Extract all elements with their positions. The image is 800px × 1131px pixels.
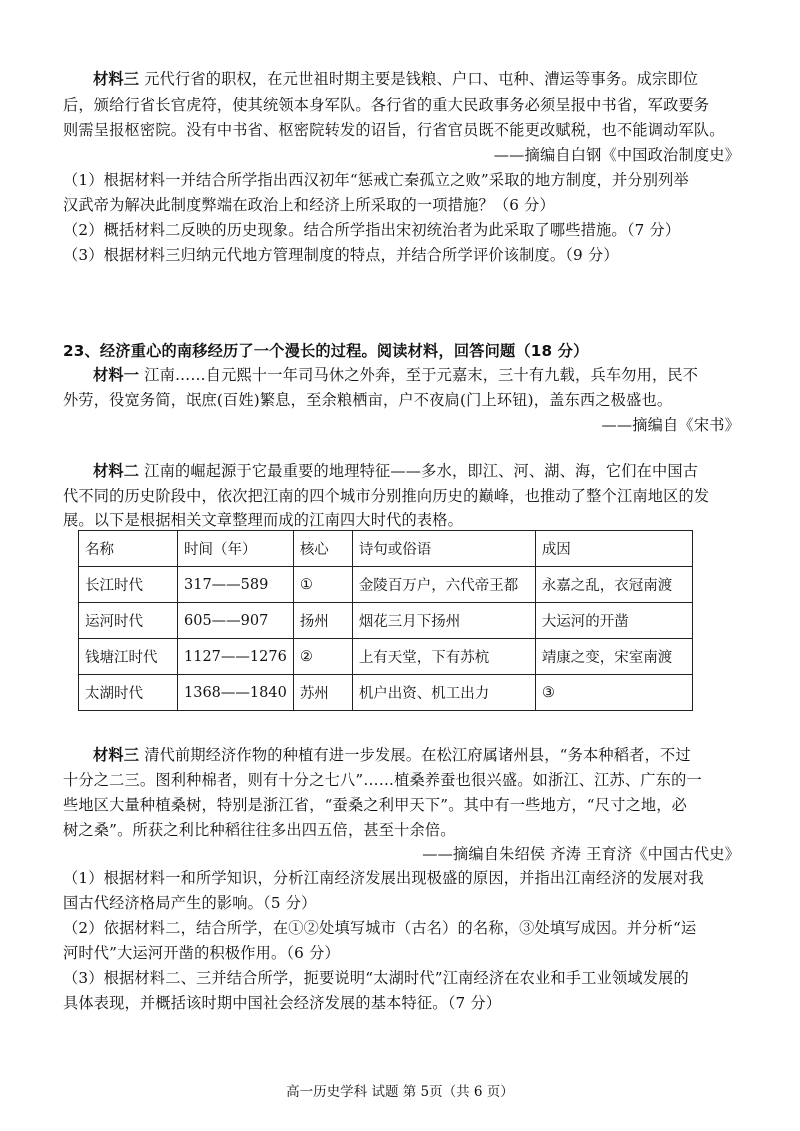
table-cell: ① — [293, 567, 352, 603]
q23-material-1-source: ——摘编自《宋书》 — [601, 416, 740, 434]
table-row — [79, 567, 693, 603]
q22-text-line: （3）根据材料三归纳元代地方管理制度的特点，并结合所学评价该制度。（9 分） — [63, 246, 619, 264]
q23-question-line: 河时代”大运河开凿的积极作用。（6 分） — [63, 944, 340, 962]
material-3-yuan-source: ——摘编自白钢《中国政治制度史》 — [493, 146, 740, 164]
q23-material-1-line-2: 外劳，役宽务简，氓庶(百姓)繁息，至余粮栖亩，户不夜扃(门上环钮)，盖东西之极盛也。 — [63, 391, 673, 409]
page-footer: 高一历史学科 试题 第 5页（共 6 页） — [286, 1084, 514, 1100]
q23-material-3-line-3: 些地区大量种植桑树，特别是浙江省，“蚕桑之利甲天下”。其中有一些地方，“尺寸之地，必 — [63, 796, 688, 814]
q23-question-line: 国古代经济格局产生的影响。（5 分） — [63, 894, 317, 912]
material-label: 材料二 — [93, 462, 140, 480]
q23-question-line: 具体表现，并概括该时期中国社会经济发展的基本特征。（7 分） — [63, 994, 502, 1012]
table-header-cell: 成因 — [535, 531, 692, 567]
material-3-yuan-line-3: 则需呈报枢密院。没有中书省、枢密院转发的诏旨，行省官员既不能更改赋税，也不能调动军队。 — [63, 121, 725, 139]
table-cell: ③ — [535, 675, 692, 711]
table-cell: 烟花三月下扬州 — [352, 603, 535, 639]
q23-question-line: （1）根据材料一和所学知识，分析江南经济发展出现极盛的原因，并指出江南经济的发展对我 — [63, 869, 704, 887]
q23-question-line: （2）依据材料二，结合所学，在①②处填写城市（古名）的名称，③处填写成因。并分析“运 — [63, 919, 697, 937]
q23-material-3-source: ——摘编自朱绍侯 齐涛 王育济《中国古代史》 — [422, 845, 740, 863]
table-header-cell: 名称 — [79, 531, 178, 567]
q23-material-2-line-1: 材料二 江南的崛起源于它最重要的地理特征——多水，即江、河、湖、海，它们在中国古 — [93, 462, 699, 480]
q22-text-line: （2）概括材料二反映的历史现象。结合所学指出宋初统治者为此采取了哪些措施。（7 分） — [63, 221, 681, 239]
material-label: 材料一 — [93, 366, 140, 384]
table-cell: ② — [293, 639, 352, 675]
table-cell: 长江时代 — [79, 567, 178, 603]
table-cell: 大运河的开凿 — [535, 603, 692, 639]
table-cell: 靖康之变，宋室南渡 — [535, 639, 692, 675]
q23-material-3-line-1: 材料三 清代前期经济作物的种植有进一步发展。在松江府属诸州县，“务本种稻者，不过 — [93, 746, 691, 764]
table-cell: 机户出资、机工出力 — [352, 675, 535, 711]
table-cell: 金陵百万户，六代帝王都 — [352, 567, 535, 603]
q23-material-3-line-4: 树之桑”。所获之利比种稻往往多出四五倍，甚至十余倍。 — [63, 821, 456, 839]
table-cell: 扬州 — [293, 603, 352, 639]
table-row — [79, 675, 693, 711]
table-cell: 1368——1840 — [178, 675, 294, 711]
table-header-cell: 诗句或俗语 — [352, 531, 535, 567]
q23-question-line: （3）根据材料二、三并结合所学，扼要说明“太湖时代”江南经济在农业和手工业领域发展的 — [63, 969, 689, 987]
table-cell: 永嘉之乱，衣冠南渡 — [535, 567, 692, 603]
table-cell: 317——589 — [178, 567, 294, 603]
jiangnan-eras-table — [78, 530, 693, 711]
q23-material-3-line-2: 十分之二三。图利种棉者，则有十分之七八”……植桑养蚕也很兴盛。如浙江、江苏、广东的一 — [63, 771, 702, 789]
q22-text-line: （1）根据材料一并结合所学指出西汉初年“惩戒亡秦孤立之败”采取的地方制度，并分别列举 — [63, 171, 689, 189]
q23-material-2-line-3: 展。以下是根据相关文章整理而成的江南四大时代的表格。 — [63, 511, 464, 529]
table-cell: 太湖时代 — [79, 675, 178, 711]
q22-text-line: 汉武帝为解决此制度弊端在政治上和经济上所采取的一项措施？（6 分） — [63, 196, 555, 214]
q23-material-1-line-1: 材料一 江南……自元熙十一年司马休之外奔，至于元嘉末，三十有九载，兵车勿用，民不 — [93, 366, 699, 384]
table-header-row — [79, 531, 693, 567]
table-cell: 苏州 — [293, 675, 352, 711]
material-3-yuan-line-1: 材料三 元代行省的职权，在元世祖时期主要是钱粮、户口、屯种、漕运等事务。成宗即位 — [93, 70, 699, 88]
q23-material-2-line-2: 代不同的历史阶段中，依次把江南的四个城市分别推向历史的巅峰，也推动了整个江南地区的发 — [63, 487, 710, 505]
material-label: 材料三 — [93, 70, 140, 88]
table-cell: 1127——1276 — [178, 639, 294, 675]
table-header-cell: 核心 — [293, 531, 352, 567]
table-cell: 运河时代 — [79, 603, 178, 639]
table-header-cell: 时间（年） — [178, 531, 294, 567]
table-cell: 上有天堂，下有苏杭 — [352, 639, 535, 675]
material-3-yuan-line-2: 后，颁给行省长官虎符，使其统领本身军队。各行省的重大民政事务必须呈报中书省，军政要务 — [63, 96, 710, 114]
table-cell: 钱塘江时代 — [79, 639, 178, 675]
q23-title: 23、经济重心的南移经历了一个漫长的过程。阅读材料，回答问题（18 分） — [63, 342, 589, 360]
table-row — [79, 603, 693, 639]
table-cell: 605——907 — [178, 603, 294, 639]
material-label: 材料三 — [93, 746, 140, 764]
table-row — [79, 639, 693, 675]
